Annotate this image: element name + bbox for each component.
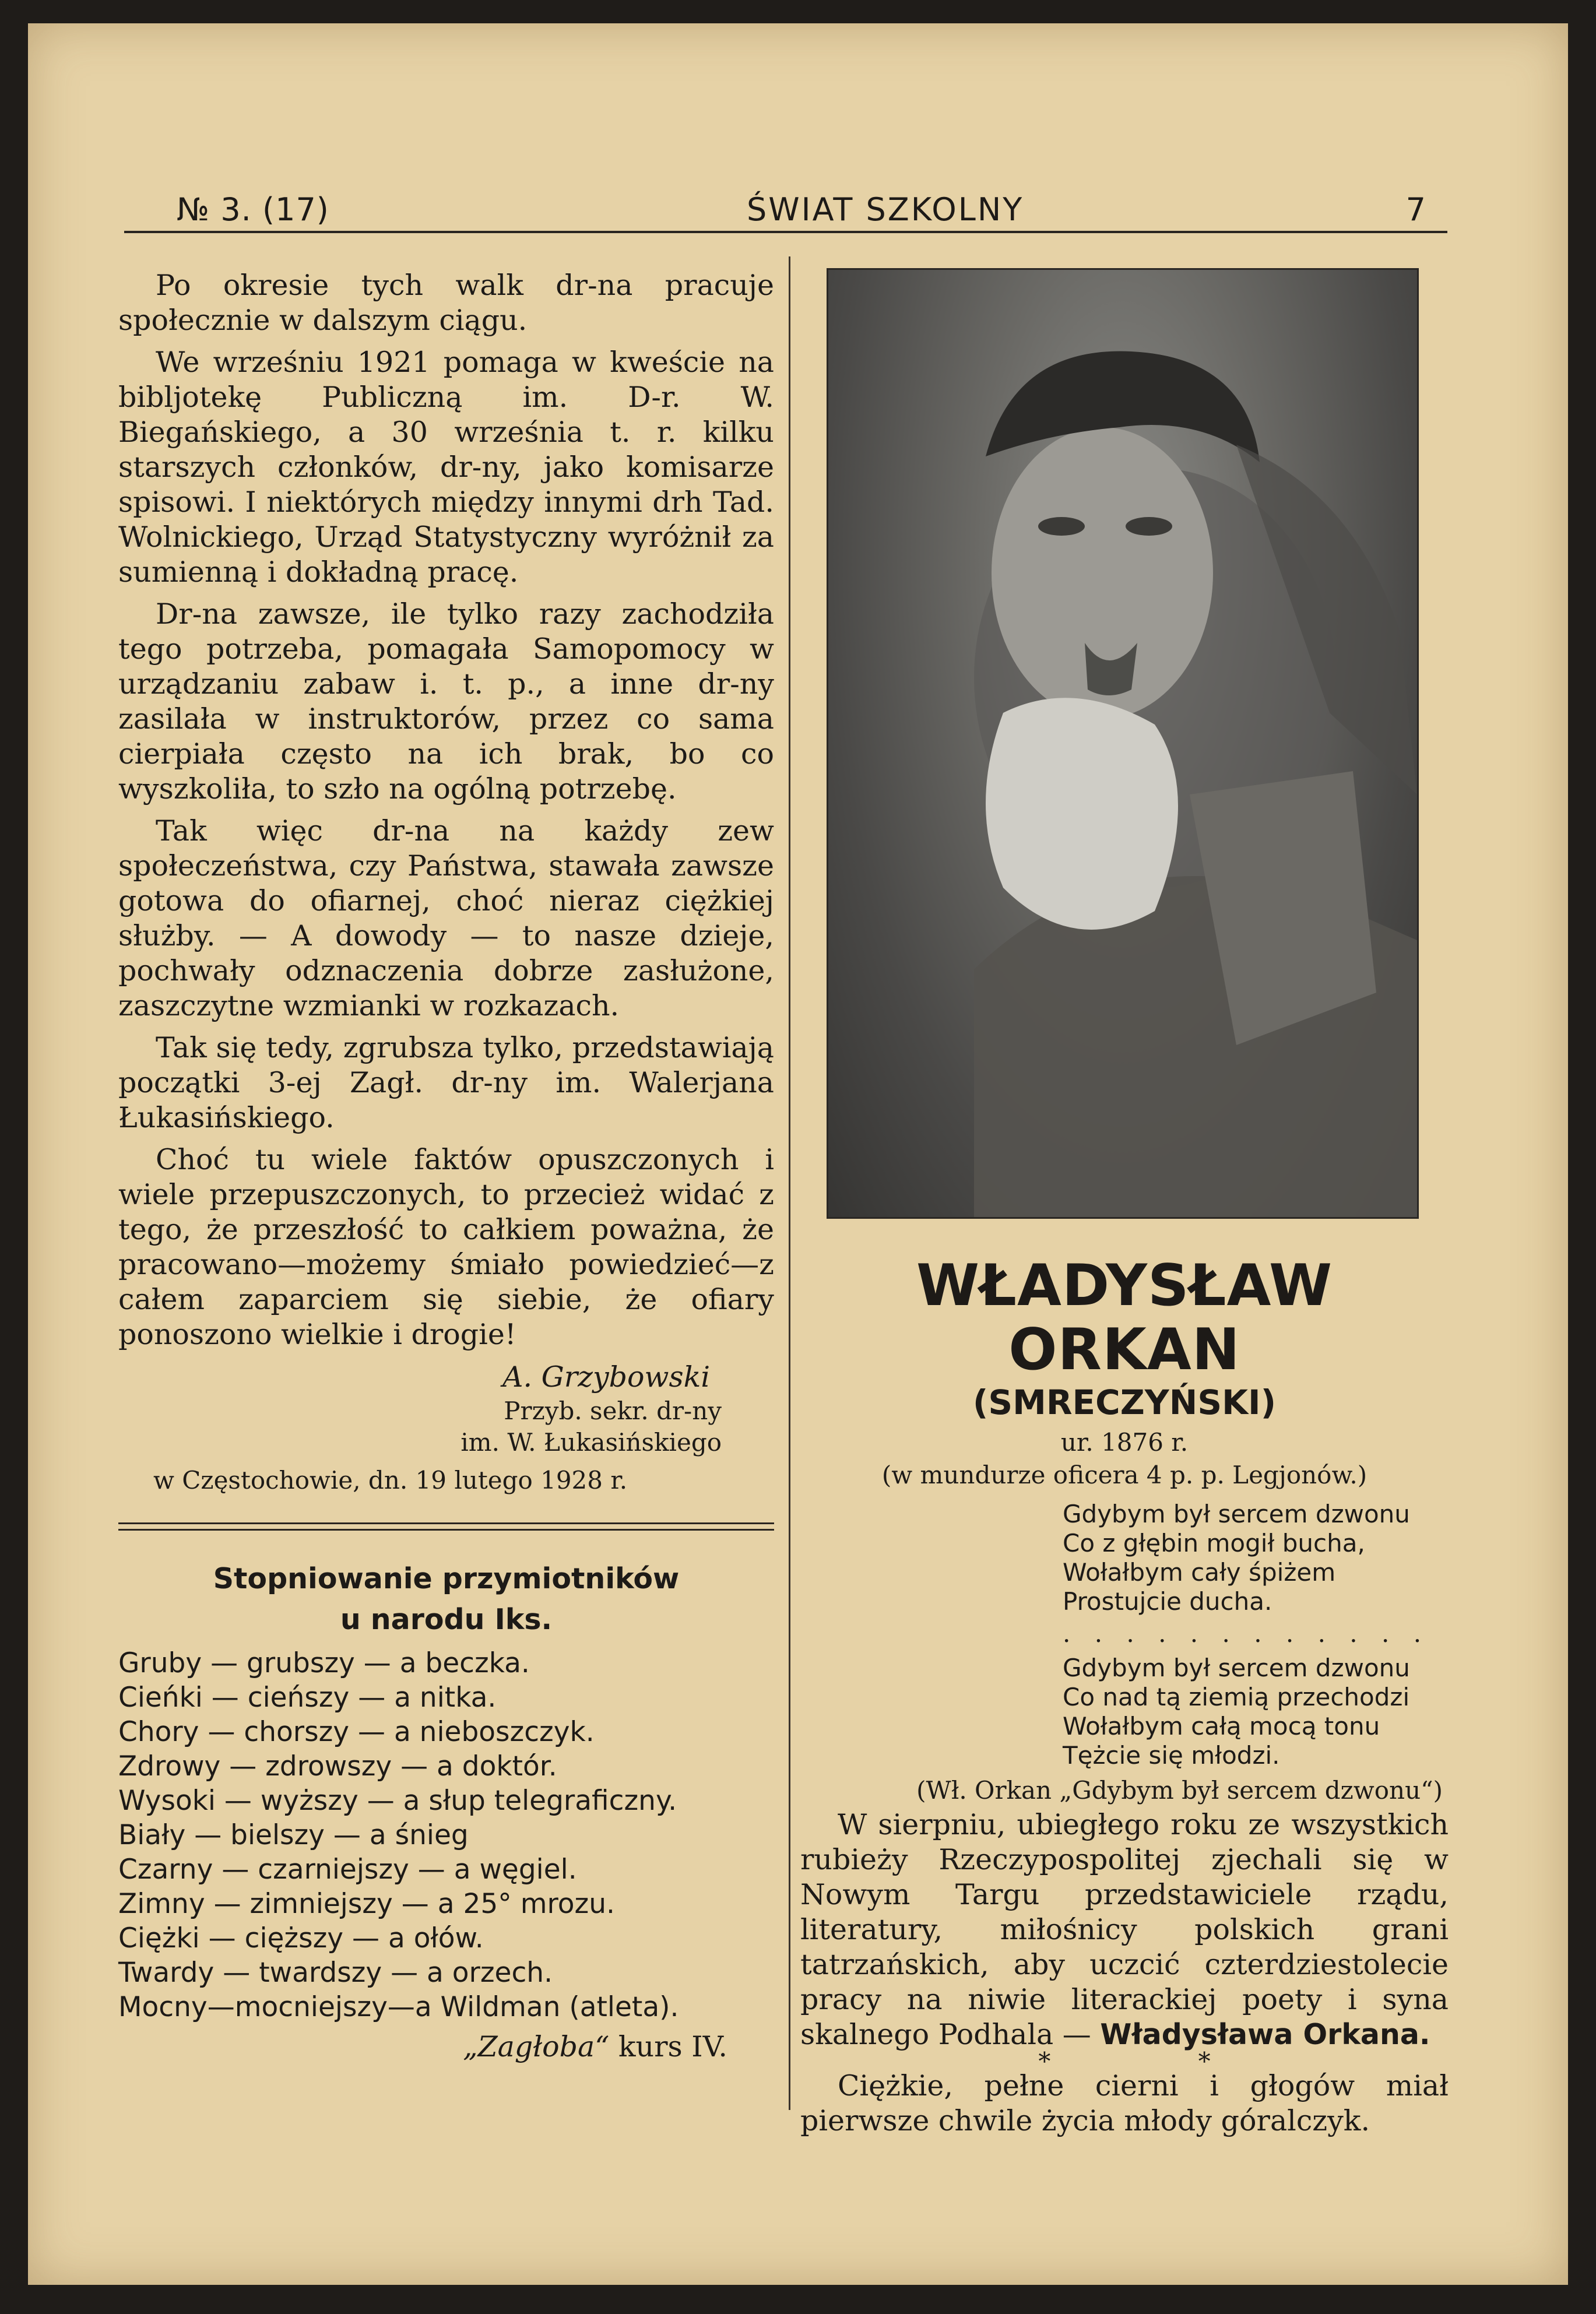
- poem-rows: [118, 1646, 774, 2024]
- birth-year: ur. 1876 r.: [1060, 1428, 1189, 1457]
- poem-row: Cieńki — cieńszy — a nitka.: [118, 1682, 497, 1714]
- article-paragraph: Dr-na zawsze, ile tylko razy zachodziła tego potrzeba, pomagała Samopomocy w urządzaniu zabaw i. t. p., a inne dr-ny zasilała w instruktorów, przez co sama cierpiała często na ich brak, bo co wyszkoliła, to szło na ogólną potrzebę.: [118, 597, 774, 806]
- author-name: A. Grzybowski: [502, 1360, 710, 1394]
- verse-line: Tężcie się młodzi.: [1063, 1741, 1280, 1770]
- article-paragraph: Po okresie tych walk dr-na pracuje społecznie w dalszym ciągu.: [118, 269, 774, 337]
- article-paragraph: We wrześniu 1921 pomaga w kweście na bibljotekę Publiczną im. D-r. W. Biegańskiego, a 30 września t. r. kilku starszych członków, dr-ny, jako komisarze spisowi. I niektórych między innymi drh Tad. Wolnickiego, Urząd Statystyczny wyróżnił za sumienną i dokładną pracę.: [118, 346, 774, 589]
- article-paragraph: [800, 1807, 1449, 2052]
- verse-line: Prostujcie ducha.: [1063, 1587, 1272, 1616]
- poem-title-line-1: Stopniowanie przymiotników: [213, 1562, 680, 1595]
- article-paragraph: Choć tu wiele faktów opuszczonych i wiele przepuszczonych, to przecież widać z tego, że przeszłość to całkiem poważna, że pracowano—możemy śmiało powiedzieć—z całem zaparciem się siebie, że ofiary ponoszono wielkie i drogie!: [118, 1143, 774, 1351]
- asterism: * *: [1038, 2047, 1281, 2076]
- poem-title: [118, 1559, 774, 1640]
- poem-author-class: kurs IV.: [618, 2030, 727, 2063]
- article-paragraph: Tak więc dr-na na każdy zew społeczeństwa, czy Państwa, stawała zawsze gotowa do ofiarnej, choć nieraz ciężkiej służby. — A dowody — to nasze dzieje, pochwały odznaczenia dobrze zasłużone, zaszczytne wzmianki w rozkazach.: [118, 814, 774, 1022]
- verse-line: Co nad tą ziemią przechodzi: [1063, 1683, 1410, 1711]
- portrait-photo: [827, 268, 1419, 1219]
- verse-stanza-1: [800, 1500, 1449, 1616]
- article-paragraph: Tak się tedy, zgrubsza tylko, przedstawiają początki 3-ej Zagł. dr-ny im. Walerjana Łukasińskiego.: [118, 1031, 774, 1134]
- newspaper-page: [28, 23, 1568, 2285]
- poem-row: Twardy — twardszy — a orzech.: [118, 1957, 553, 1989]
- publication-title: ŚWIAT SZKOLNY: [747, 191, 1024, 228]
- verse-line: Gdybym był sercem dzwonu: [1063, 1654, 1410, 1682]
- poem-row: Ciężki — cięższy — a ołów.: [118, 1922, 484, 1954]
- issue-number: № 3. (17): [177, 191, 329, 228]
- verse-line: Co z głębin mogił bucha,: [1063, 1529, 1365, 1557]
- poem-row: Zdrowy — zdrowszy — a doktór.: [118, 1750, 557, 1782]
- poem-row: Biały — bielszy — a śnieg: [118, 1819, 469, 1851]
- article-paragraph: Ciężkie, pełne cierni i głogów miał pierwsze chwile życia młody góralczyk.: [800, 2069, 1449, 2137]
- verse-ellipsis: . . . . . . . . . . . .: [1063, 1619, 1430, 1648]
- right-column: [800, 268, 1449, 2139]
- portrait-illustration: [828, 270, 1417, 1217]
- author-role: Przyb. sekr. dr-ny: [504, 1397, 722, 1425]
- paragraph-text: W sierpniu, ubiegłego roku ze wszystkich rubieży Rzeczypospolitej zjechali się w Nowym Targu przedstawiciele rządu, literatury, miłośnicy polskich grani tatrzańskich, aby uczcić czterdziestolecie pracy na niwie literackiej poety i syna skalnego Podhala —: [800, 1808, 1449, 2051]
- poem-credit: [118, 2029, 774, 2065]
- poem-row: Gruby — grubszy — a beczka.: [118, 1647, 530, 1679]
- column-divider: [789, 256, 790, 2110]
- poem-title-line-2: u narodu Iks.: [340, 1603, 553, 1636]
- poet-name: Władysława Orkana.: [1100, 2018, 1430, 2051]
- verse-stanza-2: [800, 1654, 1449, 1770]
- poem-row: Wysoki — wyższy — a słup telegraficzny.: [118, 1785, 677, 1817]
- portrait-pseudonym: (SMRECZYŃSKI): [972, 1383, 1277, 1422]
- verse-line: Wołałbym całą mocą tonu: [1063, 1712, 1380, 1740]
- section-divider: [118, 1522, 774, 1531]
- verse-line: Gdybym był sercem dzwonu: [1063, 1500, 1410, 1528]
- poem-row: Mocny—mocniejszy—a Wildman (atleta).: [118, 1991, 679, 2023]
- verse-line: Wołałbym cały śpiżem: [1063, 1558, 1336, 1587]
- page-number: 7: [1405, 191, 1426, 228]
- portrait-name: WŁADYSŁAW ORKAN: [916, 1253, 1333, 1383]
- photo-caption: (w mundurze oficera 4 p. p. Legjonów.): [881, 1461, 1368, 1489]
- poem-row: Zimny — zimniejszy — a 25° mrozu.: [118, 1888, 615, 1920]
- left-column: [118, 268, 774, 2065]
- poem-row: Chory — chorszy — a nieboszczyk.: [118, 1716, 595, 1748]
- header-rule: [124, 231, 1447, 233]
- poem-row: Czarny — czarniejszy — a węgiel.: [118, 1854, 577, 1886]
- article-date: w Częstochowie, dn. 19 lutego 1928 r.: [153, 1466, 628, 1494]
- verse-citation: (Wł. Orkan „Gdybym był sercem dzwonu“): [916, 1776, 1443, 1805]
- poem-author: „Zagłoba“: [463, 2030, 610, 2063]
- author-unit: im. W. Łukasińskiego: [460, 1428, 722, 1457]
- author-signature: [118, 1359, 774, 1395]
